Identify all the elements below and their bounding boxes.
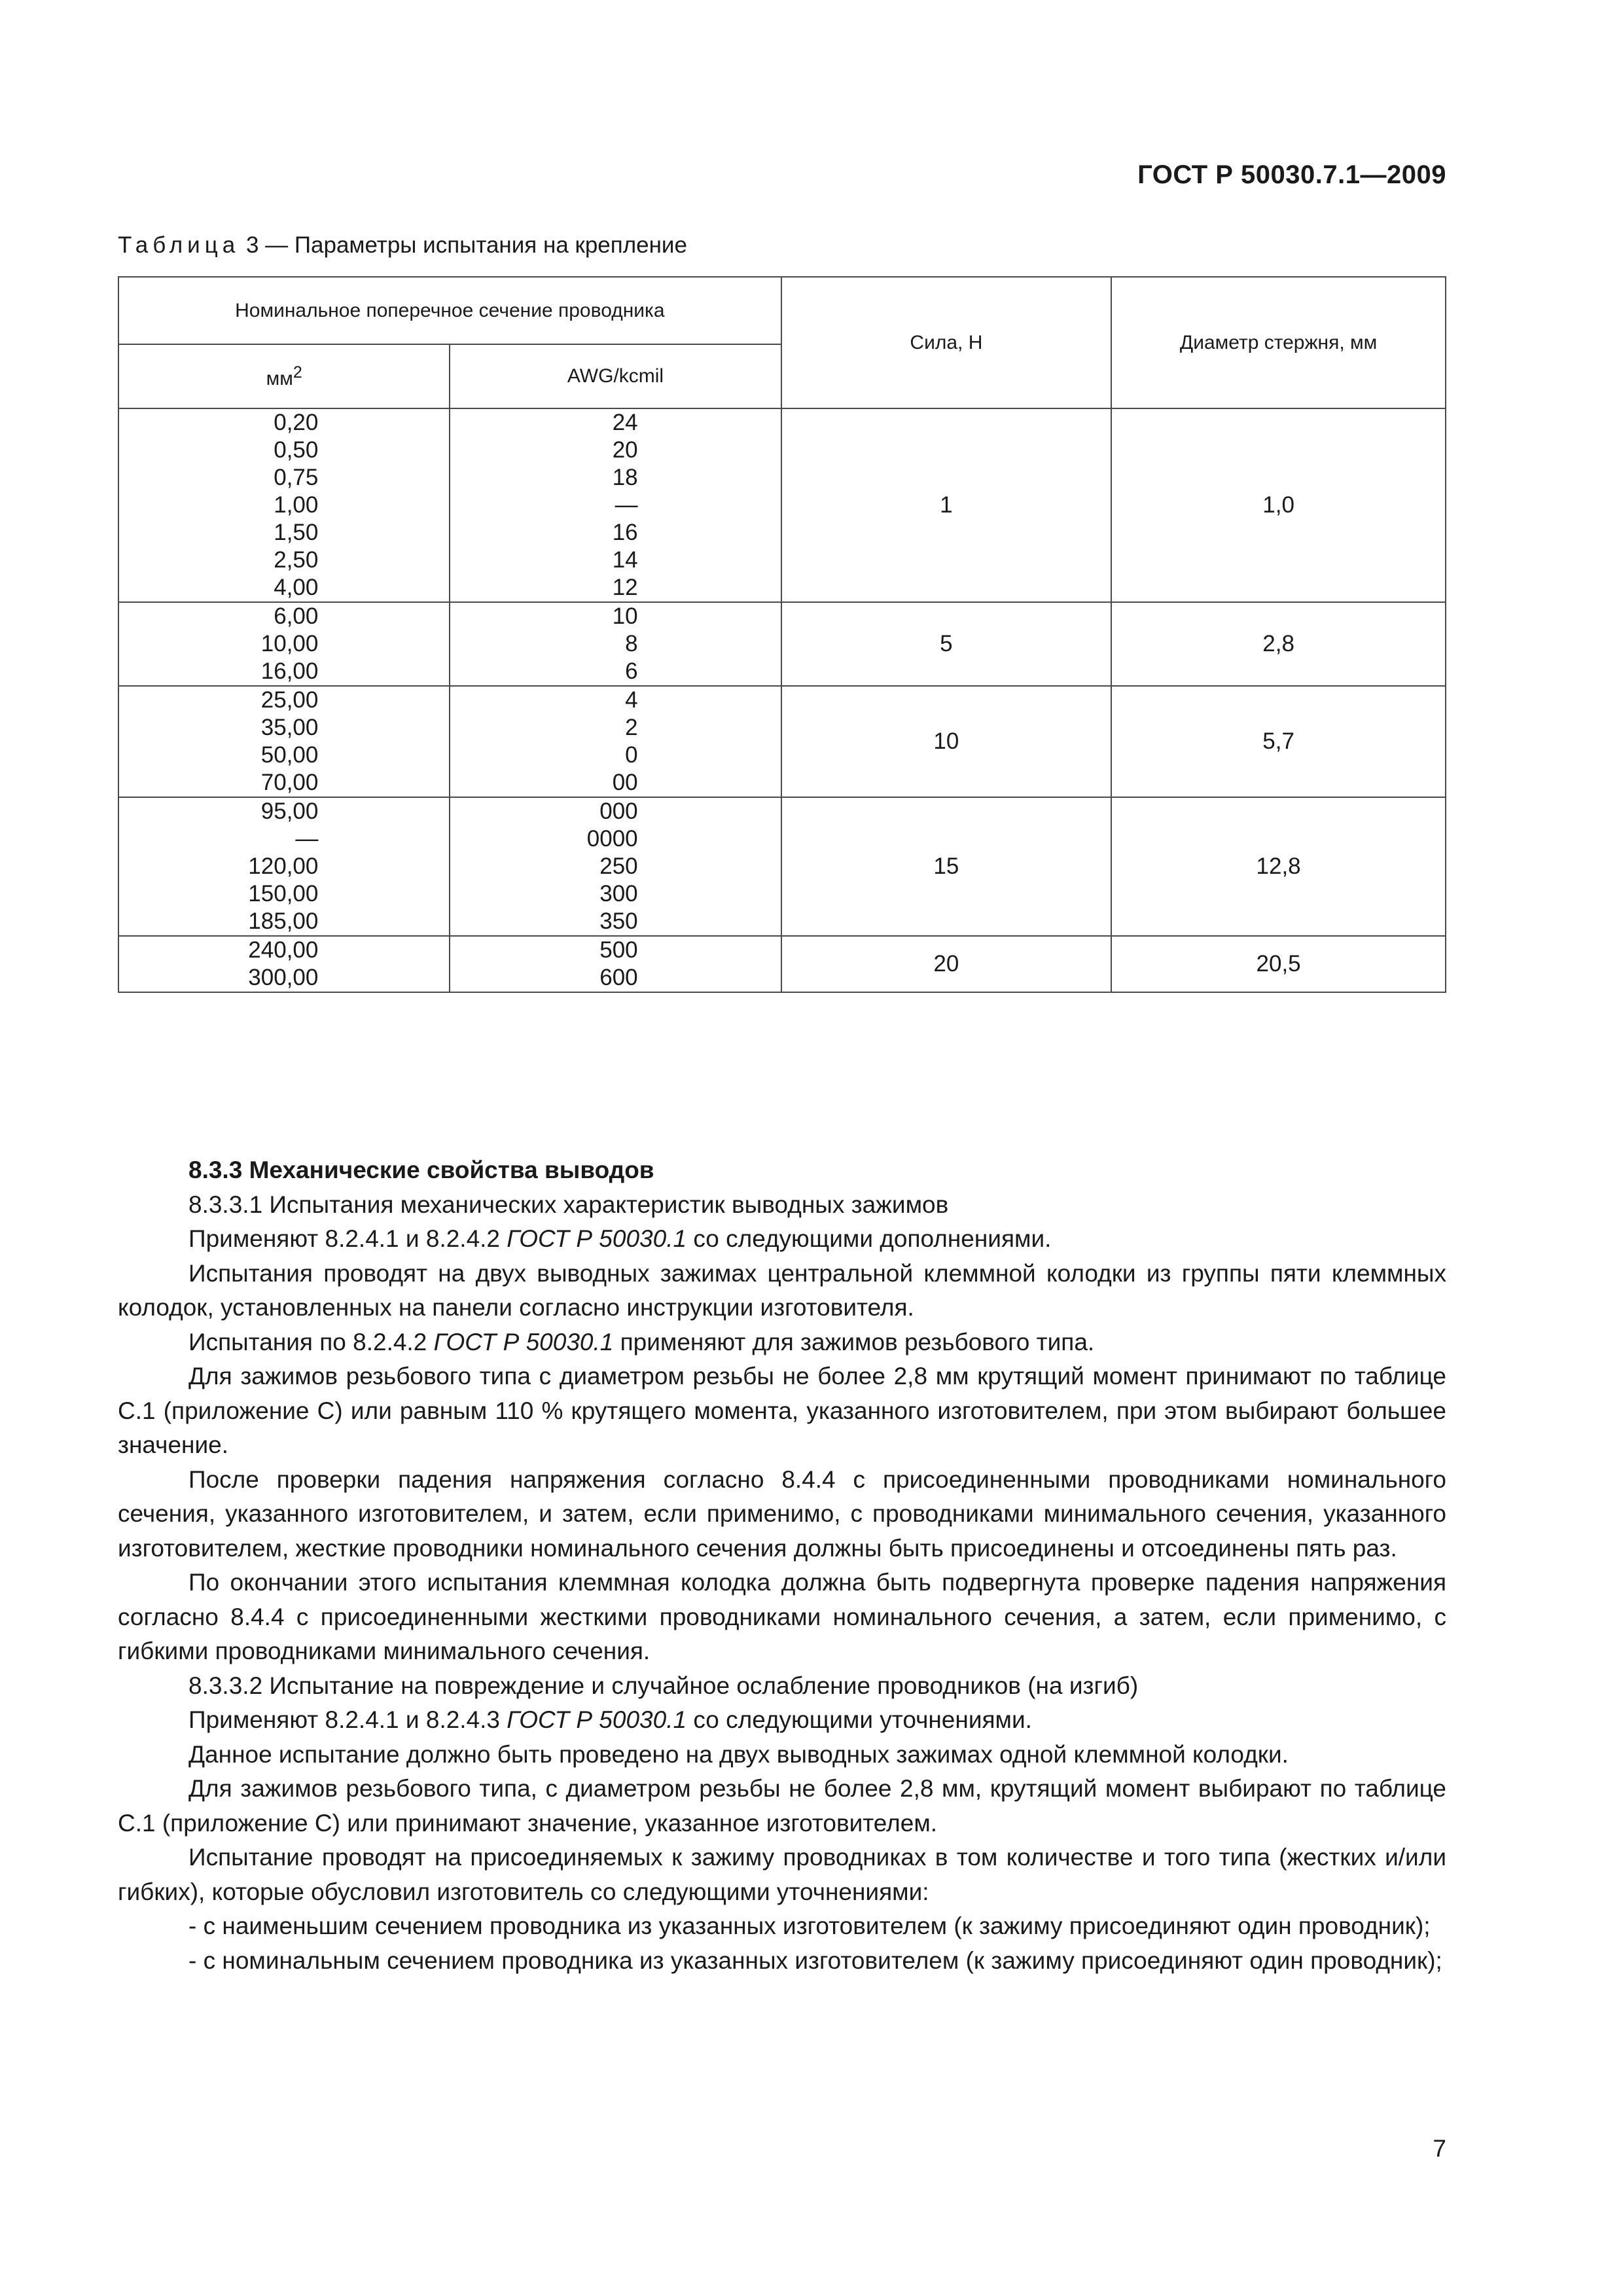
cell-mm	[118, 686, 450, 797]
table-row	[118, 408, 1446, 602]
table-body	[118, 408, 1446, 992]
cell-force: 1	[781, 408, 1112, 602]
page-number: 7	[1433, 2135, 1446, 2162]
cell-awg-values: 10 8 6	[612, 603, 638, 684]
header-mm-unit: мм	[266, 367, 293, 389]
paragraph: 8.3.3.2 Испытание на повреждение и случайное ослабление проводников (на изгиб)	[188, 1672, 1139, 1699]
table-row	[118, 936, 1446, 992]
cell-awg-values: 000 0000 250 300 350	[586, 798, 638, 934]
paragraph: Данное испытание должно быть проведено на двух выводных зажимах одной клеммной колодки.	[188, 1740, 1289, 1768]
cell-diameter: 5,7	[1111, 686, 1446, 797]
paragraph: По окончании этого испытания клеммная колодка должна быть подвергнута проверке падения напряжения согласно 8.4.4 с присоединенными жесткими проводниками номинального сечения, а затем, если применимо, с гибкими проводниками минимального сечения.	[118, 1569, 1446, 1664]
paragraph	[118, 1222, 1446, 1257]
paragraph-text: Применяют 8.2.4.1 и 8.2.4.3	[188, 1706, 507, 1733]
header-awg: AWG/kcmil	[450, 344, 781, 408]
table-row	[118, 686, 1446, 797]
paragraph: Испытания проводят на двух выводных зажимах центральной клеммной колодки из группы пяти клеммных колодок, установленных на панели согласно инструкции изготовителя.	[118, 1259, 1446, 1321]
test-parameters-table	[118, 276, 1446, 993]
paragraph	[118, 1325, 1446, 1360]
cell-awg-values: 4 2 0 00	[612, 687, 638, 795]
cell-mm-values: 95,00 — 120,00 150,00 185,00	[248, 798, 319, 934]
paragraph: Для зажимов резьбового типа с диаметром резьбы не более 2,8 мм крутящий момент принимают по таблице С.1 (приложение С) или равным 110 % крутящего момента, указанного изготовителем, при этом выбирают большее значение.	[118, 1363, 1446, 1458]
table-caption-title: 3 — Параметры испытания на крепление	[240, 232, 687, 258]
document-header: ГОСТ Р 50030.7.1—2009	[1137, 160, 1446, 189]
standard-reference: ГОСТ Р 50030.1	[507, 1706, 687, 1733]
standard-reference: ГОСТ Р 50030.1	[507, 1225, 687, 1252]
cell-mm-values: 6,00 10,00 16,00	[260, 603, 319, 684]
cell-awg	[450, 408, 781, 602]
cell-diameter: 20,5	[1111, 936, 1446, 992]
table-row	[118, 797, 1446, 936]
table-row	[118, 602, 1446, 686]
cell-force: 20	[781, 936, 1112, 992]
section-heading: 8.3.3 Механические свойства выводов	[188, 1157, 654, 1183]
paragraph: Для зажимов резьбового типа, с диаметром резьбы не более 2,8 мм, крутящий момент выбирают по таблице С.1 (приложение С) или принимают значение, указанное изготовителем.	[118, 1775, 1446, 1837]
list-item: - с номинальным сечением проводника из указанных изготовителем (к зажиму присоединяют один проводник);	[188, 1946, 1442, 1974]
paragraph: Испытание проводят на присоединяемых к зажиму проводниках в том количестве и того типа (жестких и/или гибких), которые обусловил изготовитель со следующими уточнениями:	[118, 1844, 1446, 1905]
cell-mm	[118, 936, 450, 992]
cell-mm-values: 25,00 35,00 50,00 70,00	[260, 687, 319, 795]
cell-awg	[450, 602, 781, 686]
list-item: - с наименьшим сечением проводника из указанных изготовителем (к зажиму присоединяют один проводник);	[188, 1912, 1431, 1939]
cell-awg	[450, 936, 781, 992]
table-caption	[118, 232, 687, 259]
cell-mm	[118, 797, 450, 936]
cell-awg-values: 500 600	[599, 937, 638, 990]
header-mm-superscript: 2	[293, 363, 302, 382]
cell-mm	[118, 408, 450, 602]
paragraph: После проверки падения напряжения согласно 8.4.4 с присоединенными проводниками номинального сечения, указанного изготовителем, и затем, если применимо, с проводниками минимального сечения, указанного изготовителем, жесткие проводники номинального сечения должны быть присоединены и отсоединены пять раз.	[118, 1465, 1446, 1562]
body-text	[118, 1153, 1446, 1978]
header-force: Сила, Н	[781, 277, 1112, 408]
cell-awg-values: 24 20 18 — 16 14 12	[612, 410, 638, 600]
paragraph-text: Применяют 8.2.4.1 и 8.2.4.2	[188, 1225, 507, 1252]
paragraph-text: со следующими дополнениями.	[687, 1225, 1052, 1252]
cell-force: 15	[781, 797, 1112, 936]
cell-awg	[450, 686, 781, 797]
header-mm2	[118, 344, 450, 408]
paragraph-text: применяют для зажимов резьбового типа.	[613, 1328, 1095, 1355]
cell-diameter: 2,8	[1111, 602, 1446, 686]
cell-diameter: 1,0	[1111, 408, 1446, 602]
header-conductor-section: Номинальное поперечное сечение проводника	[118, 277, 781, 344]
table-caption-label: Таблица	[118, 232, 240, 258]
cell-mm-values: 0,20 0,50 0,75 1,00 1,50 2,50 4,00	[274, 410, 319, 600]
cell-force: 10	[781, 686, 1112, 797]
cell-mm	[118, 602, 450, 686]
cell-awg	[450, 797, 781, 936]
header-rod-diameter: Диаметр стержня, мм	[1111, 277, 1446, 408]
paragraph-text: Испытания по 8.2.4.2	[188, 1328, 434, 1355]
cell-force: 5	[781, 602, 1112, 686]
cell-diameter: 12,8	[1111, 797, 1446, 936]
paragraph-text: со следующими уточнениями.	[687, 1706, 1032, 1733]
paragraph	[118, 1703, 1446, 1738]
cell-mm-values: 240,00 300,00	[248, 937, 319, 990]
standard-reference: ГОСТ Р 50030.1	[433, 1328, 614, 1355]
paragraph: 8.3.3.1 Испытания механических характеристик выводных зажимов	[188, 1191, 949, 1218]
